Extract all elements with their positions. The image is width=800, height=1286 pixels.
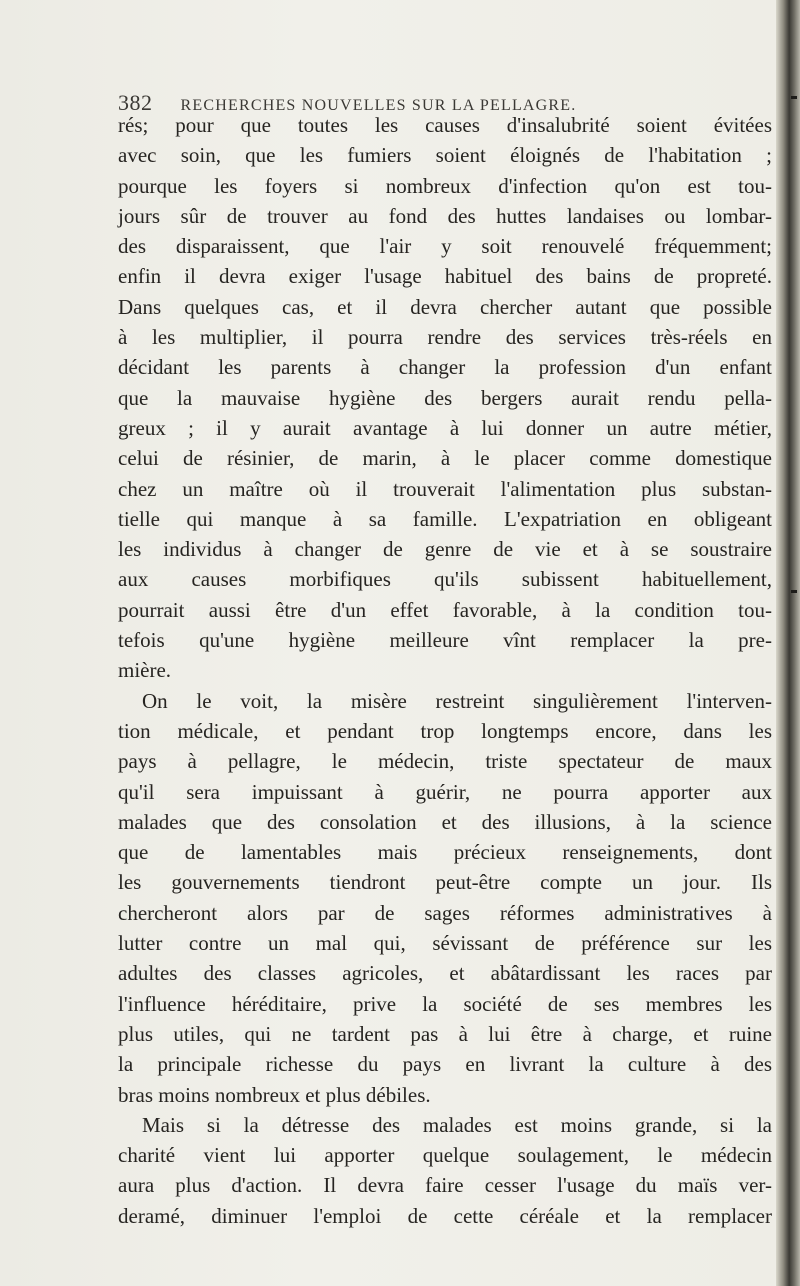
text-line: jours sûr de trouver au fond des huttes landaises ou lombar- — [118, 203, 772, 228]
text-line: Mais si la détresse des malades est moins grande, si la — [142, 1112, 772, 1137]
text-line: Dans quelques cas, et il devra chercher autant que possible — [118, 294, 772, 319]
text-line: les gouvernements tiendront peut-être compte un jour. Ils — [118, 870, 772, 895]
text-line: lutter contre un mal qui, sévissant de préférence sur les — [118, 931, 772, 956]
paragraph — [118, 686, 772, 1110]
text-line: malades que des consolation et des illusions, à la science — [118, 809, 772, 834]
running-title: RECHERCHES NOUVELLES SUR LA PELLAGRE. — [180, 97, 577, 114]
paragraph — [118, 110, 772, 686]
text-line: deramé, diminuer l'emploi de cette céréale et la remplacer — [118, 1203, 772, 1228]
text-line: adultes des classes agricoles, et abâtardissant les races par — [118, 961, 772, 986]
text-line: enfin il devra exiger l'usage habituel des bains de propreté. — [118, 264, 772, 289]
text-line: bras moins nombreux et plus débiles. — [118, 1082, 431, 1107]
text-line: avec soin, que les fumiers soient éloignés de l'habitation ; — [118, 143, 772, 168]
text-line: aux causes morbifiques qu'ils subissent habituellement, — [118, 567, 772, 592]
text-line: tefois qu'une hygiène meilleure vînt remplacer la pre- — [118, 628, 772, 653]
text-line: la principale richesse du pays en livrant la culture à des — [118, 1052, 772, 1077]
body-text — [118, 104, 772, 1231]
edge-mark — [791, 96, 797, 99]
text-line: greux ; il y aurait avantage à lui donner un autre métier, — [118, 415, 772, 440]
paragraph — [118, 1110, 772, 1231]
text-line: plus utiles, qui ne tardent pas à lui être à charge, et ruine — [118, 1021, 772, 1046]
page-number: 382 — [118, 90, 153, 115]
text-line: aura plus d'action. Il devra faire cesser l'usage du maïs ver- — [118, 1173, 772, 1198]
text-line: celui de résinier, de marin, à le placer comme domestique — [118, 446, 772, 471]
text-line: chez un maître où il trouverait l'alimentation plus substan- — [118, 476, 772, 501]
text-line: mière. — [118, 658, 172, 683]
text-line: que de lamentables mais précieux renseignements, dont — [118, 840, 772, 865]
text-line: charité vient lui apporter quelque soulagement, le médecin — [118, 1143, 772, 1168]
text-line: pourrait aussi être d'un effet favorable, à la condition tou- — [118, 597, 772, 622]
text-line: qu'il sera impuissant à guérir, ne pourra apporter aux — [118, 779, 772, 804]
text-line: pourque les foyers si nombreux d'infection qu'on est tou- — [118, 173, 772, 198]
book-binding-edge — [776, 0, 800, 1286]
text-line: que la mauvaise hygiène des bergers aurait rendu pella- — [118, 385, 772, 410]
text-line: décidant les parents à changer la profession d'un enfant — [118, 355, 772, 380]
text-line: pays à pellagre, le médecin, triste spectateur de maux — [118, 749, 772, 774]
text-line: tion médicale, et pendant trop longtemps encore, dans les — [118, 718, 772, 743]
text-line: les individus à changer de genre de vie et à se soustraire — [118, 537, 772, 562]
edge-mark — [791, 590, 797, 593]
text-line: tielle qui manque à sa famille. L'expatriation en obligeant — [118, 506, 772, 531]
text-line: des disparaissent, que l'air y soit renouvelé fréquemment; — [118, 234, 772, 259]
text-line: rés; pour que toutes les causes d'insalubrité soient évitées — [118, 113, 772, 137]
text-line: On le voit, la misère restreint singulièrement l'interven- — [142, 688, 772, 713]
text-line: l'influence héréditaire, prive la société de ses membres les — [118, 991, 772, 1016]
text-line: chercheront alors par de sages réformes administratives à — [118, 900, 772, 925]
text-line: à les multiplier, il pourra rendre des services très-réels en — [118, 325, 772, 350]
